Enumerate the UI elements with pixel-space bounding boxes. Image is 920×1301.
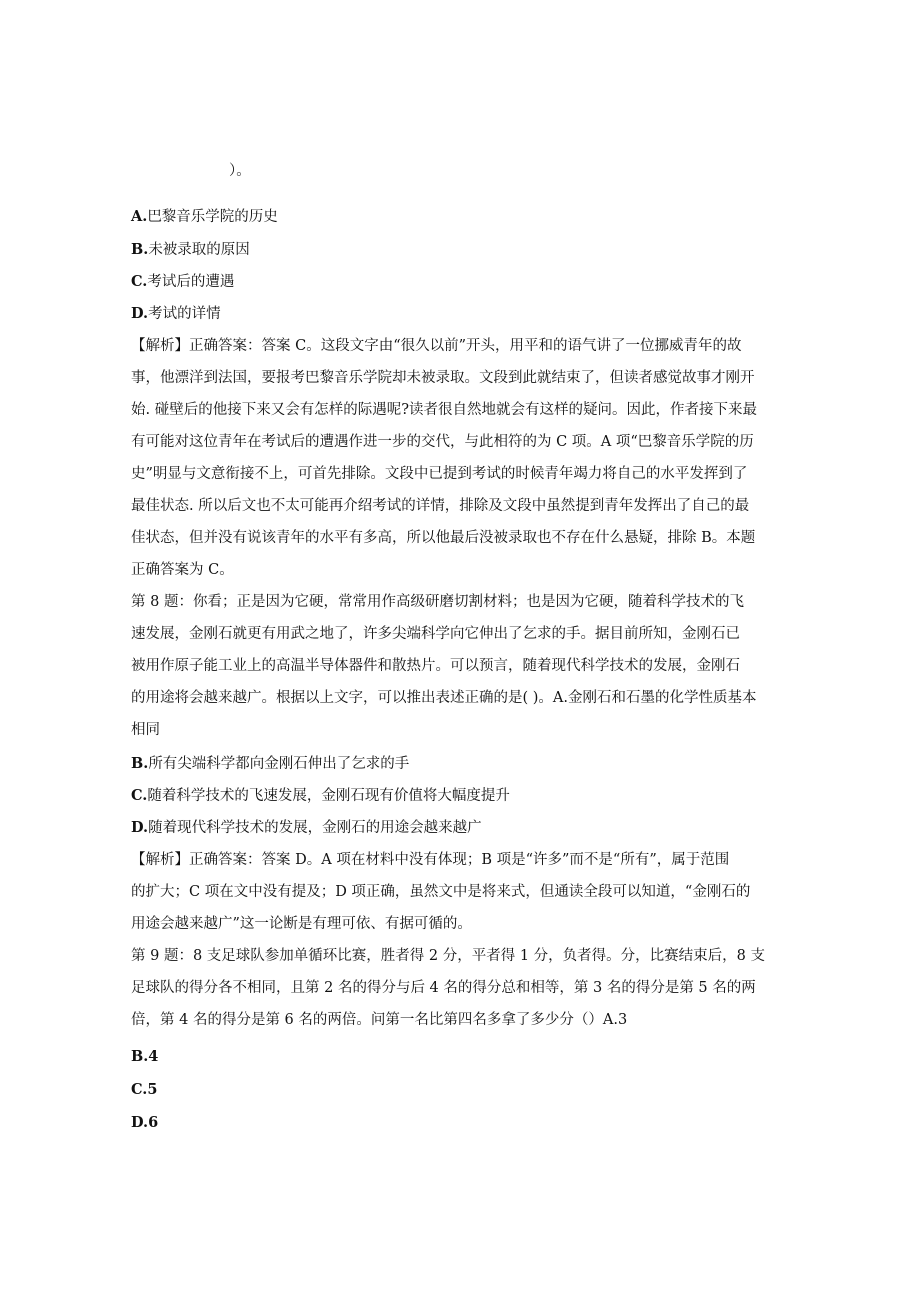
q9-stem-line: 倍，第 4 名的得分是第 6 名的两倍。问第一名比第四名多拿了多少分（）A.3 — [131, 1012, 628, 1028]
q7-analysis-line: 事，他漂洋到法国，要报考巴黎音乐学院却未被录取。文段到此就结束了，但读者感觉故事才刚开 — [131, 370, 755, 386]
q7-analysis-line: 有可能对这位青年在考试后的遭遇作进一步的交代，与此相符的为 C 项。A 项“巴黎音乐学院的历 — [131, 434, 754, 450]
q8-analysis-line: 【解析】正确答案：答案 D。A 项在材料中没有体现；B 项是“许多”而不是“所有”，属于范围 — [131, 852, 730, 868]
q8-option-d — [131, 818, 799, 838]
option-text: 随着现代科学技术的发展，金刚石的用途会越来越广 — [148, 820, 482, 836]
q8-stem-line: 的用途将会越来越广。根据以上文字，可以推出表述正确的是( )。A.金刚石和石墨的化学性质基本 — [131, 690, 757, 706]
option-letter: D. — [131, 305, 149, 322]
q7-option-a — [131, 207, 799, 227]
q8-stem-line: 第 8 题：你看；正是因为它硬，常常用作高级研磨切割材料；也是因为它硬，随着科学技术的飞 — [131, 594, 744, 610]
option-letter: D. — [131, 819, 149, 836]
option-text: 随着科学技术的飞速发展，金刚石现有价值将大幅度提升 — [147, 788, 510, 804]
question-fragment: ）。 — [229, 163, 251, 179]
q7-analysis-line: 【解析】正确答案：答案 C。这段文字由“很久以前”开头，用平和的语气讲了一位挪威青年的故 — [131, 338, 742, 354]
q8-analysis-line: 用途会越来越广”这一论断是有理可依、有据可循的。 — [131, 916, 472, 932]
q8-stem-line: 被用作原子能工业上的高温半导体器件和散热片。可以预言，随着现代科学技术的发展，金刚石 — [131, 658, 740, 674]
q7-analysis-line: 正确答案为 C。 — [131, 562, 234, 578]
option-text: 未被录取的原因 — [148, 242, 250, 258]
q8-option-c — [131, 786, 799, 806]
q7-analysis-line: 佳状态，但并没有说该青年的水平有多高，所以他最后没被录取也不存在什么悬疑，排除 B。本题 — [131, 530, 756, 546]
option-letter: B. — [131, 241, 149, 258]
option-text: 巴黎音乐学院的历史 — [147, 209, 278, 225]
option-text: 所有尖端科学都向金刚石伸出了乞求的手 — [148, 756, 410, 772]
q7-option-d — [131, 304, 799, 324]
q8-analysis-line: 的扩大；C 项在文中没有提及；D 项正确，虽然文中是将来式，但通读全段可以知道，“金刚石的 — [131, 884, 751, 900]
q9-option-d: D.6 — [131, 1114, 159, 1131]
q9-option-b: B.4 — [131, 1048, 159, 1065]
q9-stem-line: 足球队的得分各不相同，且第 2 名的得分与后 4 名的得分总和相等，第 3 名的得分是第 5 名的两 — [131, 980, 756, 996]
q7-analysis-line: 最佳状态. 所以后文也不太可能再介绍考试的详情，排除及文段中虽然提到青年发挥出了自己的最 — [131, 498, 750, 514]
q7-option-b — [131, 240, 799, 260]
q7-analysis-line: 史”明显与文意衔接不上，可首先排除。文段中已提到考试的时候青年竭力将自己的水平发挥到了 — [131, 466, 748, 482]
option-letter: B. — [131, 755, 149, 772]
q9-option-c: C.5 — [131, 1081, 158, 1098]
q8-option-b — [131, 754, 799, 774]
q7-analysis-line: 始. 碰壁后的他接下来又会有怎样的际遇呢?读者很自然地就会有这样的疑问。因此，作者接下来最 — [131, 402, 757, 418]
q9-stem-line: 第 9 题：8 支足球队参加单循环比赛，胜者得 2 分，平者得 1 分，负者得。分，比赛结束后，8 支 — [131, 948, 765, 964]
option-letter: C. — [131, 787, 148, 804]
option-letter: A. — [131, 208, 148, 225]
q8-stem-line: 速发展，金刚石就更有用武之地了，许多尖端科学向它伸出了乞求的手。据目前所知，金刚石已 — [131, 626, 740, 642]
q7-option-c — [131, 272, 799, 292]
option-letter: C. — [131, 273, 148, 290]
option-text: 考试后的遭遇 — [147, 274, 235, 290]
option-text: 考试的详情 — [148, 306, 221, 322]
q8-stem-line: 相同 — [131, 722, 160, 738]
